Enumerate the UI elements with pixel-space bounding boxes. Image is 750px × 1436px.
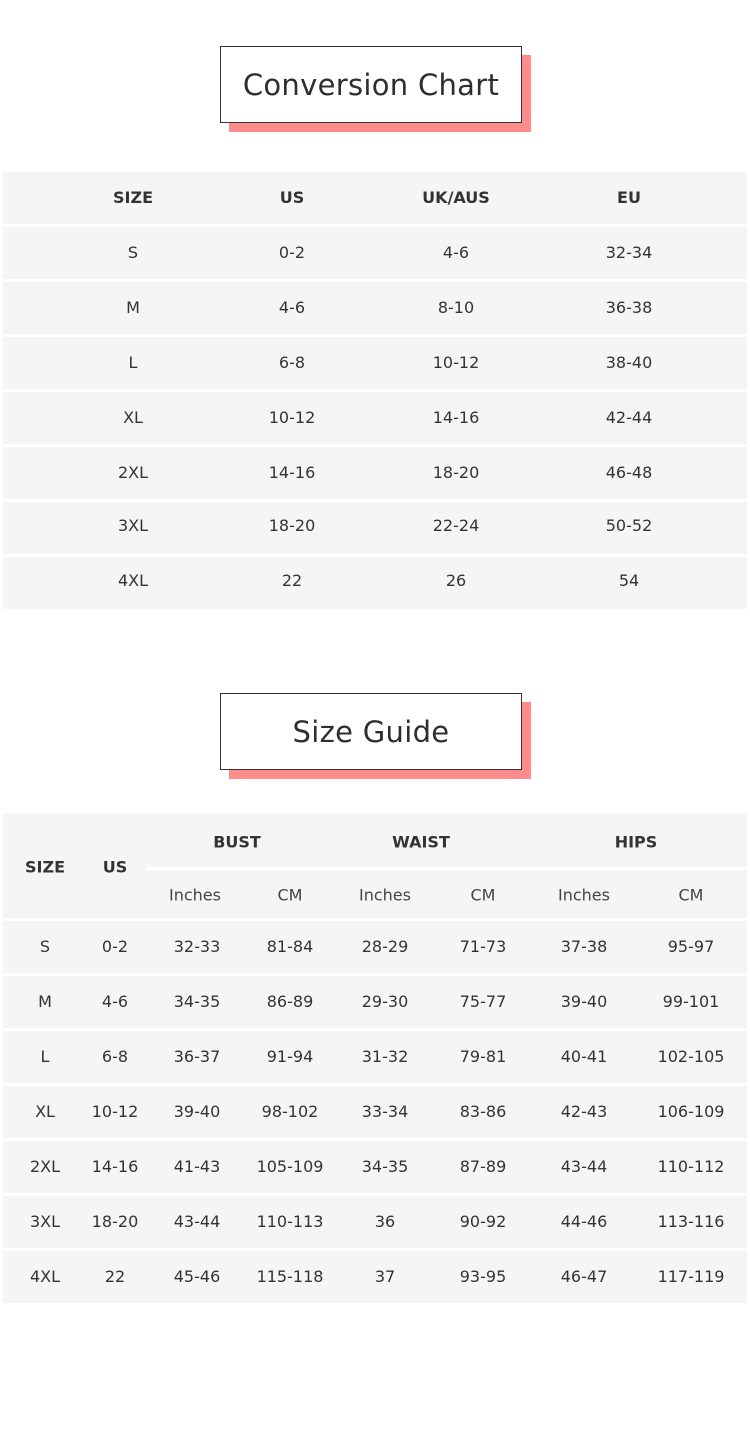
size-guide-cell: 34-35 <box>173 992 221 1011</box>
size-guide-cell: 110-113 <box>256 1212 324 1231</box>
conversion-cell: 3XL <box>117 516 149 535</box>
size-guide-cell: 44-46 <box>560 1212 608 1231</box>
conversion-cell: 22 <box>281 571 303 590</box>
size-guide-cell: 42-43 <box>560 1102 608 1121</box>
size-guide-cell: 36-37 <box>173 1047 221 1066</box>
size-guide-title-card <box>220 693 522 770</box>
size-guide-cell: 43-44 <box>173 1212 221 1231</box>
conversion-cell: 18-20 <box>268 516 316 535</box>
size-guide-row <box>3 1086 747 1138</box>
size-column-header: SIZE <box>24 857 66 877</box>
size-guide-cell: 0-2 <box>101 937 129 956</box>
bust-cm-header: CM <box>277 885 303 905</box>
size-guide-cell: 33-34 <box>361 1102 409 1121</box>
conversion-cell: 2XL <box>117 463 149 482</box>
conversion-cell: 46-48 <box>605 463 653 482</box>
conversion-cell: 18-20 <box>432 463 480 482</box>
conversion-header-cell: EU <box>617 188 641 207</box>
conversion-row <box>3 447 747 499</box>
conversion-cell: 8-10 <box>437 298 475 317</box>
size-guide-cell: XL <box>35 1102 55 1121</box>
conversion-cell: 4XL <box>117 571 149 590</box>
size-guide-cell: 91-94 <box>266 1047 314 1066</box>
conversion-header-row <box>3 172 747 224</box>
conversion-row <box>3 227 747 279</box>
size-guide-cell: 102-105 <box>657 1047 725 1066</box>
size-guide-title: Size Guide <box>220 693 522 770</box>
size-guide-cell: 14-16 <box>91 1157 139 1176</box>
bust-inches-header: Inches <box>169 885 221 905</box>
size-guide-cell: 4XL <box>29 1267 61 1286</box>
size-guide-cell: 115-118 <box>256 1267 324 1286</box>
size-guide-row <box>3 921 747 973</box>
size-guide-header <box>3 813 747 918</box>
size-guide-cell: 98-102 <box>261 1102 319 1121</box>
conversion-row <box>3 392 747 444</box>
size-guide-cell: 34-35 <box>361 1157 409 1176</box>
size-guide-cell: 79-81 <box>459 1047 507 1066</box>
conversion-cell: 10-12 <box>432 353 480 372</box>
conversion-row <box>3 337 747 389</box>
size-guide-row <box>3 1031 747 1083</box>
size-guide-cell: 43-44 <box>560 1157 608 1176</box>
size-guide-row <box>3 1251 747 1303</box>
size-guide-cell: 40-41 <box>560 1047 608 1066</box>
size-guide-cell: 90-92 <box>459 1212 507 1231</box>
size-guide-row <box>3 976 747 1028</box>
conversion-cell: 36-38 <box>605 298 653 317</box>
conversion-cell: 4-6 <box>278 298 306 317</box>
hips-cm-header: CM <box>678 885 704 905</box>
size-guide-cell: 10-12 <box>91 1102 139 1121</box>
conversion-header-cell: US <box>279 188 305 207</box>
size-guide-cell: 37-38 <box>560 937 608 956</box>
size-guide-cell: 106-109 <box>657 1102 725 1121</box>
waist-cm-header: CM <box>470 885 496 905</box>
size-guide-cell: 45-46 <box>173 1267 221 1286</box>
size-guide-cell: 86-89 <box>266 992 314 1011</box>
size-guide-cell: 117-119 <box>657 1267 725 1286</box>
size-guide-cell: 39-40 <box>173 1102 221 1121</box>
size-guide-cell: 105-109 <box>256 1157 324 1176</box>
bust-group-header: BUST <box>213 832 261 852</box>
conversion-chart-title: Conversion Chart <box>220 46 522 123</box>
size-guide-cell: 83-86 <box>459 1102 507 1121</box>
conversion-cell: 26 <box>445 571 467 590</box>
size-guide-cell: 110-112 <box>657 1157 725 1176</box>
hips-group-header: HIPS <box>614 832 658 852</box>
conversion-cell: S <box>127 243 139 262</box>
size-guide-cell: 93-95 <box>459 1267 507 1286</box>
size-guide-row <box>3 1196 747 1248</box>
conversion-cell: 42-44 <box>605 408 653 427</box>
size-guide-cell: S <box>39 937 51 956</box>
conversion-cell: 54 <box>618 571 640 590</box>
conversion-cell: 14-16 <box>432 408 480 427</box>
conversion-cell: 10-12 <box>268 408 316 427</box>
conversion-cell: M <box>126 298 140 317</box>
conversion-cell: 50-52 <box>605 516 653 535</box>
size-guide-cell: 28-29 <box>361 937 409 956</box>
size-guide-cell: 32-33 <box>173 937 221 956</box>
conversion-cell: XL <box>123 408 143 427</box>
size-guide-cell: 39-40 <box>560 992 608 1011</box>
size-guide-cell: 4-6 <box>101 992 129 1011</box>
conversion-cell: 32-34 <box>605 243 653 262</box>
size-guide-cell: 22 <box>104 1267 126 1286</box>
conversion-header-cell: SIZE <box>112 188 154 207</box>
conversion-cell: 6-8 <box>278 353 306 372</box>
size-guide-cell: L <box>40 1047 50 1066</box>
size-guide-cell: 71-73 <box>459 937 507 956</box>
us-column-header: US <box>102 857 128 877</box>
size-guide-cell: 6-8 <box>101 1047 129 1066</box>
size-guide-cell: 31-32 <box>361 1047 409 1066</box>
size-guide-cell: 29-30 <box>361 992 409 1011</box>
size-guide-cell: 41-43 <box>173 1157 221 1176</box>
conversion-title-card <box>220 46 522 123</box>
hips-inches-header: Inches <box>558 885 610 905</box>
size-guide-cell: 99-101 <box>662 992 720 1011</box>
header-divider <box>146 867 747 870</box>
size-guide-cell: 36 <box>374 1212 396 1231</box>
size-guide-cell: 37 <box>374 1267 396 1286</box>
size-guide-row <box>3 1141 747 1193</box>
conversion-cell: 14-16 <box>268 463 316 482</box>
size-guide-cell: 95-97 <box>667 937 715 956</box>
conversion-cell: 4-6 <box>442 243 470 262</box>
size-guide-cell: 2XL <box>29 1157 61 1176</box>
conversion-cell: 22-24 <box>432 516 480 535</box>
size-guide-cell: 75-77 <box>459 992 507 1011</box>
conversion-header-cell: UK/AUS <box>422 188 490 207</box>
size-guide-cell: 3XL <box>29 1212 61 1231</box>
size-guide-cell: 18-20 <box>91 1212 139 1231</box>
waist-group-header: WAIST <box>392 832 450 852</box>
size-guide-cell: 113-116 <box>657 1212 725 1231</box>
conversion-row <box>3 282 747 334</box>
waist-inches-header: Inches <box>359 885 411 905</box>
size-guide-cell: M <box>38 992 52 1011</box>
conversion-cell: 0-2 <box>278 243 306 262</box>
conversion-cell: 38-40 <box>605 353 653 372</box>
size-guide-cell: 46-47 <box>560 1267 608 1286</box>
size-guide-cell: 81-84 <box>266 937 314 956</box>
conversion-row <box>3 502 747 554</box>
size-guide-cell: 87-89 <box>459 1157 507 1176</box>
conversion-cell: L <box>128 353 138 372</box>
conversion-row <box>3 557 747 609</box>
